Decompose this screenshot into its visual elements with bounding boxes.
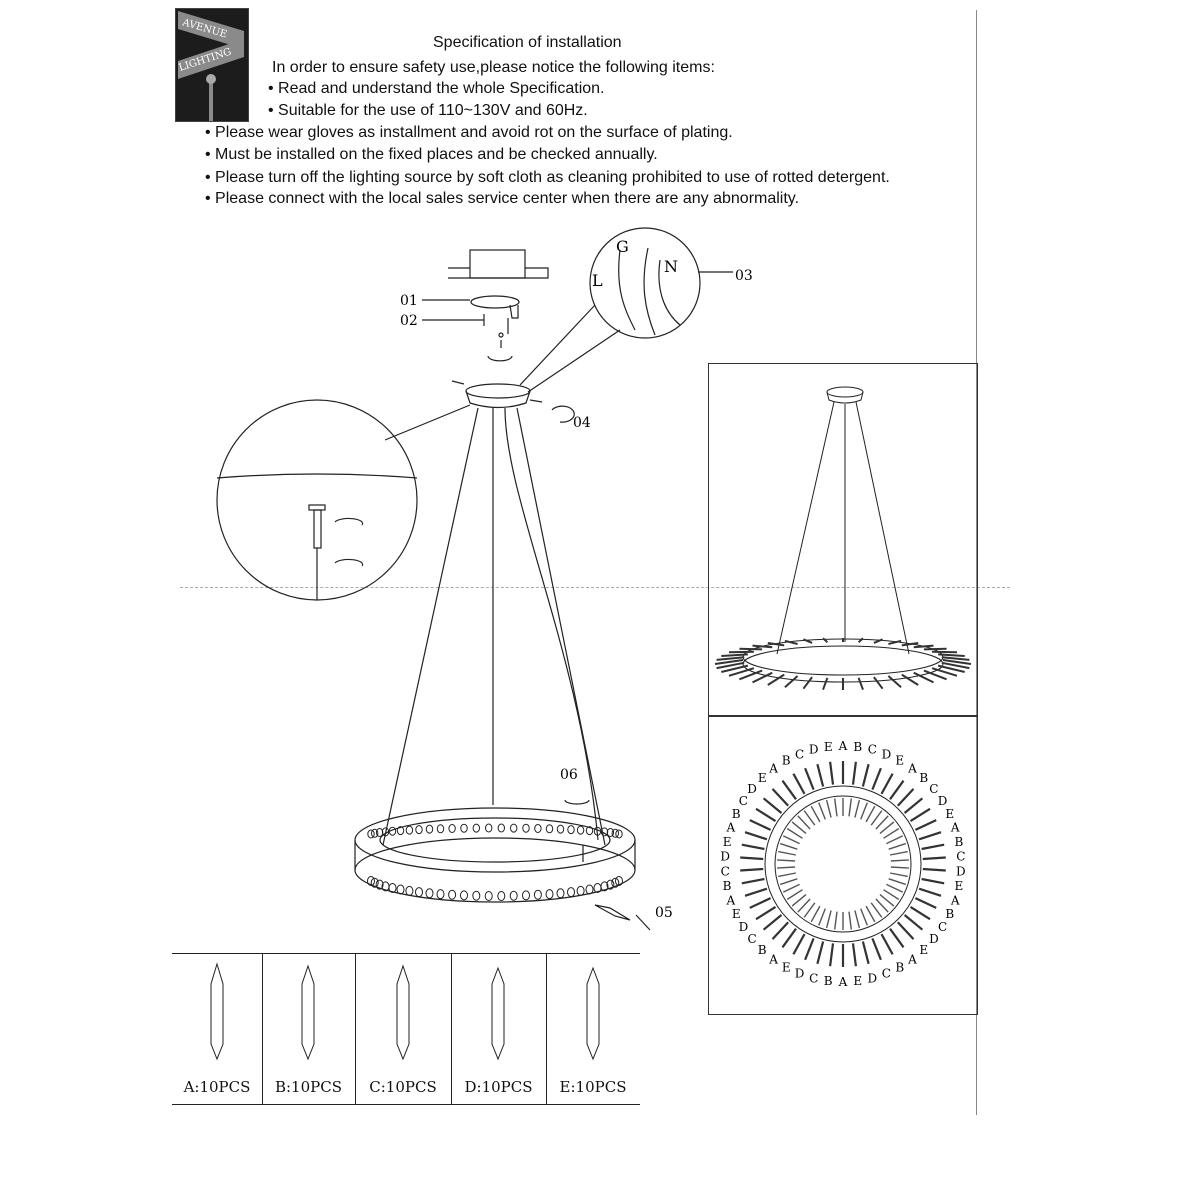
crystal-letter: C xyxy=(795,747,805,762)
crystal-mark xyxy=(778,852,796,855)
crystal-letter: D xyxy=(937,793,948,808)
ring-inner xyxy=(380,818,610,862)
crystal-mark xyxy=(889,879,906,885)
crystal-mark xyxy=(898,789,914,806)
crystal-letter: B xyxy=(853,739,863,754)
ring-bead xyxy=(568,826,574,834)
crystal-mark xyxy=(872,768,881,789)
crystal-mark xyxy=(783,929,797,948)
crystal-mark xyxy=(798,899,810,912)
detail-pointer xyxy=(385,405,470,440)
crystal-wheel xyxy=(740,761,946,967)
cable-gripper-cap xyxy=(309,505,325,510)
ring-bead xyxy=(586,885,593,894)
crystal-letter: A xyxy=(908,952,917,967)
crystal-letter: A xyxy=(908,761,917,776)
callout-06: 06 xyxy=(560,767,578,783)
ring-bead xyxy=(511,824,517,832)
crystal-mark xyxy=(874,677,883,689)
crystal-letter: E xyxy=(823,739,833,754)
crystal-mark xyxy=(882,774,893,794)
crystal-mark xyxy=(880,822,894,834)
crystal-letter: A xyxy=(769,952,778,967)
crystal-icon xyxy=(587,968,599,1059)
crystal-mark xyxy=(787,829,802,839)
crystal-letter: B xyxy=(945,907,955,922)
crystal-letter: A xyxy=(769,761,778,776)
part-cell-c xyxy=(355,954,452,1104)
crystal-letter: D xyxy=(747,781,757,796)
crystal-mark xyxy=(886,836,902,844)
mounting-bracket xyxy=(471,296,519,308)
crystal-letter: A xyxy=(838,739,848,753)
crystal-mark xyxy=(859,678,863,690)
bullet-item: • Please turn off the lighting source by soft cloth as cleaning prohibited to use of rotted detergent. xyxy=(205,169,890,186)
ring-bead xyxy=(416,888,423,897)
crystal-mark xyxy=(745,889,767,896)
rotate-arrow-icon xyxy=(488,356,512,361)
crystal-mark xyxy=(787,890,802,900)
crystal-mark xyxy=(853,762,856,785)
ring-bead xyxy=(546,890,553,899)
part-label: A:10PCS xyxy=(183,1078,251,1096)
crystal-mark xyxy=(793,774,804,794)
crystal-mark xyxy=(804,811,815,826)
ring-bead xyxy=(485,892,492,901)
ring-bead xyxy=(389,884,396,893)
ring-bead xyxy=(557,825,563,833)
crystal-letter: D xyxy=(881,747,892,762)
crystal-mark xyxy=(811,806,820,822)
crystal-mark xyxy=(886,884,902,892)
canopy-body xyxy=(466,391,530,408)
ring-bead xyxy=(461,891,468,900)
crystal-mark xyxy=(890,852,908,855)
crystal-mark xyxy=(750,820,771,830)
part-cell-a xyxy=(172,954,263,1104)
crystal-mark xyxy=(721,654,748,656)
crystal-letter: C xyxy=(738,793,748,808)
crystal-mark xyxy=(919,832,941,839)
ring-bead xyxy=(557,889,564,898)
cable-gripper xyxy=(314,510,321,548)
ring-bead xyxy=(473,891,480,900)
crystal-mark xyxy=(792,822,806,834)
crystal-mark xyxy=(778,873,796,876)
crystal-letter: E xyxy=(945,806,955,821)
side-screw xyxy=(452,381,464,384)
ring-bead xyxy=(449,825,455,833)
crystal-letter: C xyxy=(956,849,966,864)
ceiling-box xyxy=(470,250,525,278)
crystal-mark xyxy=(876,899,888,912)
ring-bead xyxy=(523,824,529,832)
ring-bead xyxy=(486,824,492,832)
crystal-mark xyxy=(876,816,888,829)
ring-bead xyxy=(535,825,541,833)
crystal-mark xyxy=(938,654,965,656)
ring-bead xyxy=(406,886,413,895)
crystal-mark xyxy=(764,798,782,813)
crystal-mark xyxy=(817,942,823,964)
crystal-mark xyxy=(804,903,815,918)
crystal-letter: A xyxy=(950,893,960,908)
crystal-mark xyxy=(745,832,767,839)
crystal-mark xyxy=(890,873,908,876)
crystal-mark xyxy=(742,879,765,883)
crystal-letter: C xyxy=(809,971,819,986)
crystal-mark xyxy=(861,909,868,926)
crystal-letter: B xyxy=(722,879,732,894)
logo-text-avenue: AVENUE xyxy=(181,17,229,41)
crystal-mark xyxy=(773,922,789,939)
crystal-mark xyxy=(891,867,909,868)
crystal-icon xyxy=(397,966,409,1059)
crystal-mark xyxy=(888,676,901,687)
crystal-letter: B xyxy=(757,943,767,957)
wire-label-g: G xyxy=(616,237,629,256)
ring-bead xyxy=(534,890,541,899)
crystal-mark xyxy=(911,907,931,919)
crystal-mark xyxy=(872,938,881,959)
crystal-letter: B xyxy=(823,974,833,989)
ring-bead xyxy=(473,824,479,832)
ring-bead xyxy=(449,890,456,899)
part-label: D:10PCS xyxy=(464,1078,533,1096)
part-cell-d xyxy=(451,954,547,1104)
detail-pointer xyxy=(520,305,595,385)
crystal-mark xyxy=(882,934,893,954)
crystal-letter: E xyxy=(781,960,791,975)
crystal-mark xyxy=(819,803,826,820)
crystal-mark xyxy=(863,942,869,964)
crystal-letter: B xyxy=(895,960,905,975)
washer xyxy=(499,333,503,337)
canopy-top xyxy=(466,384,530,398)
crystal-mark xyxy=(750,898,771,908)
crystal-letter: B xyxy=(919,771,929,785)
crystal-mark xyxy=(783,836,799,844)
canopy-edge xyxy=(217,474,417,478)
crystal-letter: B xyxy=(731,806,741,821)
crystal-mark xyxy=(753,646,773,648)
ring-bead xyxy=(437,890,444,899)
crystal-letter: E xyxy=(895,753,905,768)
crystal-mark xyxy=(915,820,936,830)
crystal-mark xyxy=(880,895,894,907)
crystal-mark xyxy=(805,768,814,789)
wire-detail-circle xyxy=(590,228,700,338)
ring-bead xyxy=(426,889,433,898)
ring-bead xyxy=(426,825,432,833)
crystal-letter: D xyxy=(794,966,805,981)
crystal-letter: E xyxy=(731,907,741,922)
crystal-mark xyxy=(915,898,936,908)
crystal-mark xyxy=(835,799,837,817)
crystal-letter: A xyxy=(726,820,736,835)
crystal-letter: B xyxy=(954,834,964,849)
crystal-mark xyxy=(792,895,806,907)
wire-label-l: L xyxy=(592,271,603,290)
ceiling-surface xyxy=(448,268,548,278)
crystal-mark xyxy=(905,798,923,813)
crystal-letter: C xyxy=(720,864,730,879)
ring-bead xyxy=(594,884,601,893)
crystal-letter: D xyxy=(738,920,749,935)
crystal-letter: C xyxy=(929,781,939,796)
crystal-mark xyxy=(853,943,856,966)
crystal-mark xyxy=(739,649,762,650)
crystal-piece xyxy=(595,905,630,920)
rotate-arrow-icon xyxy=(335,518,363,525)
crystal-mark xyxy=(811,906,820,922)
crystal-mark xyxy=(827,800,832,817)
callout-05: 05 xyxy=(655,905,673,921)
rotate-arrow-icon xyxy=(565,800,589,804)
crystal-mark xyxy=(740,858,763,860)
ring-bead xyxy=(461,824,467,832)
ring-bottom xyxy=(355,838,635,902)
ring-inner xyxy=(775,796,911,932)
crystal-icon xyxy=(492,968,504,1059)
part-label: C:10PCS xyxy=(369,1078,437,1096)
crystal-mark xyxy=(777,860,795,861)
bullet-item: • Please connect with the local sales service center when there are any abnormality. xyxy=(205,190,800,207)
callout-01: 01 xyxy=(400,293,418,309)
suspension-cable xyxy=(856,402,909,654)
crystal-mark xyxy=(866,906,875,922)
page-title: Specification of installation xyxy=(433,34,622,51)
suspension-cable xyxy=(777,402,834,654)
callout-04: 04 xyxy=(573,415,591,431)
crystal-letter: D xyxy=(867,971,878,986)
ring-bead xyxy=(510,891,517,900)
callout-03: 03 xyxy=(735,268,753,284)
ring-bead xyxy=(546,825,552,833)
crystal-mark xyxy=(830,943,833,966)
crystal-mark xyxy=(905,915,923,930)
part-cell-e xyxy=(546,954,640,1104)
crystal-letter: E xyxy=(853,974,863,989)
crystal-mark xyxy=(773,789,789,806)
bullet-item: • Please wear gloves as installment and avoid rot on the surface of plating. xyxy=(205,124,733,141)
crystal-mark xyxy=(890,781,904,800)
crystal-letter: C xyxy=(938,920,948,935)
crystal-letter: C xyxy=(881,966,891,981)
crystal-letter: A xyxy=(950,820,960,835)
bullet-item: • Suitable for the use of 110~130V and 60Hz. xyxy=(268,102,588,119)
ring-bead xyxy=(406,826,412,834)
crystal-letter: D xyxy=(955,864,966,879)
crystal-letter: A xyxy=(726,893,736,908)
crystal-mark xyxy=(830,762,833,785)
part-cell-b xyxy=(262,954,356,1104)
crystal-mark xyxy=(884,890,899,900)
ring-bead xyxy=(523,891,530,900)
bullet-item: • Read and understand the whole Specification. xyxy=(268,80,605,97)
crystal-mark xyxy=(803,677,812,689)
crystal-letter: C xyxy=(867,742,877,757)
crystal-mark xyxy=(898,922,914,939)
crystal-mark xyxy=(914,646,934,648)
crystal-mark xyxy=(756,809,776,821)
crystal-mark xyxy=(923,858,946,860)
power-cord xyxy=(505,408,598,840)
crystal-letter: A xyxy=(838,975,848,989)
crystal-mark xyxy=(924,649,947,650)
ring-bead xyxy=(437,825,443,833)
crystal-mark xyxy=(793,934,804,954)
crystal-mark xyxy=(922,845,945,849)
crystal-letter: B xyxy=(781,753,791,768)
crystal-mark xyxy=(891,860,909,861)
part-label: E:10PCS xyxy=(559,1078,627,1096)
crystal-letter: D xyxy=(720,849,731,864)
callout-02: 02 xyxy=(400,313,418,329)
crystal-mark xyxy=(911,809,931,821)
ring-bead xyxy=(568,888,575,897)
crystal-mark xyxy=(919,889,941,896)
crystal-letter: E xyxy=(954,879,964,894)
crystal-mark xyxy=(805,938,814,959)
crystal-mark xyxy=(777,867,795,868)
crystal-mark xyxy=(849,799,851,817)
crystal-mark xyxy=(819,909,826,926)
canopy-top xyxy=(827,387,863,397)
ring-bead xyxy=(498,824,504,832)
rotate-arrow-icon xyxy=(335,559,363,566)
crystal-mark xyxy=(889,844,906,850)
crystal-mark xyxy=(756,907,776,919)
crystal-mark xyxy=(780,879,797,885)
crystal-mark xyxy=(861,803,868,820)
ring-bead xyxy=(577,886,584,895)
crystal-mark xyxy=(922,879,945,883)
crystal-letter: D xyxy=(929,932,939,947)
ring-bead xyxy=(616,830,622,838)
crystal-mark xyxy=(866,806,875,822)
intro-text: In order to ensure safety use,please notice the following items: xyxy=(272,59,715,76)
crystal-mark xyxy=(855,800,860,817)
crystal-letter: E xyxy=(722,834,732,849)
crystal-letter: D xyxy=(808,742,819,757)
crystal-mark xyxy=(849,912,851,930)
crystal-mark xyxy=(742,845,765,849)
crystal-mark xyxy=(785,676,798,687)
crystal-icon xyxy=(302,966,314,1059)
crystal-mark xyxy=(817,764,823,786)
crystal-mark xyxy=(871,811,882,826)
ring-bottom xyxy=(743,646,943,682)
crystal-mark xyxy=(827,911,832,928)
side-screw xyxy=(530,400,542,402)
crystal-mark xyxy=(890,929,904,948)
crystal-mark xyxy=(835,912,837,930)
crystal-mark xyxy=(764,915,782,930)
crystal-mark xyxy=(783,781,797,800)
ring-bead xyxy=(498,892,505,901)
rotate-arrow-icon xyxy=(552,406,574,422)
suspension-cable xyxy=(383,408,478,845)
logo-text-lighting: LIGHTING xyxy=(177,46,233,74)
crystal-mark xyxy=(855,911,860,928)
crystal-mark xyxy=(871,903,882,918)
crystal-mark xyxy=(884,829,899,839)
crystal-letter: E xyxy=(757,771,767,785)
ring-bead xyxy=(397,885,404,894)
wire-label-n: N xyxy=(664,257,678,276)
crystal-mark xyxy=(740,869,763,871)
ring-bead xyxy=(416,826,422,834)
crystal-parts-table xyxy=(172,953,640,1105)
callout-line-05 xyxy=(636,915,650,930)
crystal-mark xyxy=(798,816,810,829)
bullet-item: • Must be installed on the fixed places and be checked annually. xyxy=(205,146,658,163)
crystal-icon xyxy=(211,964,223,1059)
ring-bead xyxy=(577,826,583,834)
crystal-letter: E xyxy=(919,943,929,957)
assembled-view-panel xyxy=(708,363,978,717)
crystal-mark xyxy=(863,764,869,786)
crystal-mark xyxy=(780,844,797,850)
crystal-mark xyxy=(783,884,799,892)
crystal-letter: C xyxy=(747,932,757,947)
crystal-mark xyxy=(923,869,946,871)
crystal-layout-panel xyxy=(708,715,978,1015)
crystal-mark xyxy=(823,678,827,690)
part-label: B:10PCS xyxy=(274,1078,342,1096)
